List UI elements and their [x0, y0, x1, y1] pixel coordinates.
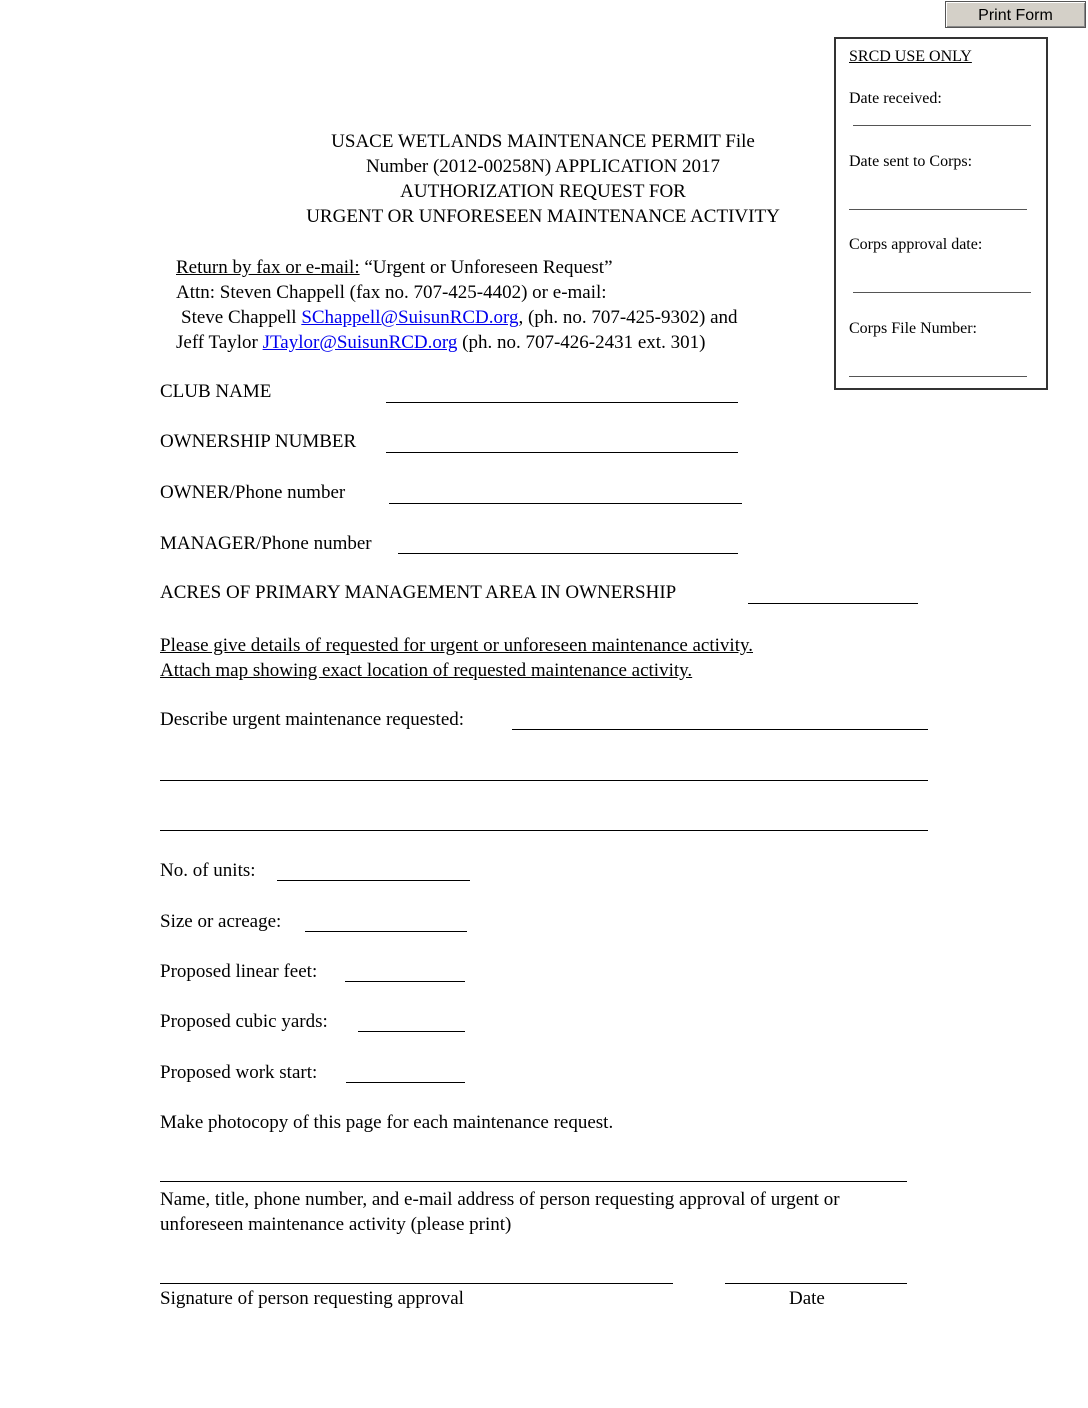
requester-note-line-2: unforeseen maintenance activity (please print) — [160, 1214, 512, 1235]
date-sent-label: Date sent to Corps: — [849, 153, 973, 170]
corps-file-label: Corps File Number: — [849, 320, 977, 337]
signature-input[interactable] — [160, 1261, 673, 1284]
ownership-number-label: OWNERSHIP NUMBER — [160, 431, 357, 452]
corps-file-line — [849, 376, 1027, 377]
units-label: No. of units: — [160, 860, 256, 881]
jeff-name: Jeff Taylor — [176, 332, 263, 353]
work-start-label: Proposed work start: — [160, 1062, 318, 1083]
cubic-yards-label: Proposed cubic yards: — [160, 1011, 328, 1032]
steve-phone: , (ph. no. 707-425-9302) and — [518, 307, 738, 328]
print-form-button[interactable]: Print Form — [945, 1, 1086, 28]
describe-input-3[interactable] — [160, 808, 928, 831]
jeff-phone: (ph. no. 707-426-2431 ext. 301) — [457, 332, 706, 353]
signature-label: Signature of person requesting approval — [160, 1288, 464, 1309]
return-subject: “Urgent or Unforeseen Request” — [359, 257, 613, 278]
date-label: Date — [789, 1288, 825, 1309]
manager-phone-input[interactable] — [398, 531, 738, 554]
corps-approval-line — [853, 292, 1031, 293]
cubic-yards-input[interactable] — [358, 1009, 465, 1032]
instructions-line-1: Please give details of requested for urgent or unforeseen maintenance activity. — [160, 635, 753, 656]
steve-name: Steve Chappell — [181, 307, 302, 328]
requester-note — [160, 1187, 840, 1237]
describe-input-2[interactable] — [160, 758, 928, 781]
instructions — [160, 633, 753, 683]
title-line-2: Number (2012-00258N) APPLICATION 2017 — [365, 156, 721, 177]
corps-approval-label: Corps approval date: — [849, 236, 983, 253]
date-input[interactable] — [725, 1261, 907, 1284]
linear-feet-input[interactable] — [345, 959, 465, 982]
requester-input[interactable] — [160, 1159, 907, 1182]
title-line-1: USACE WETLANDS MAINTENANCE PERMIT File — [331, 131, 755, 152]
club-name-input[interactable] — [386, 380, 738, 403]
attn-line: Attn: Steven Chappell (fax no. 707-425-4402) or e-mail: — [176, 282, 607, 303]
owner-phone-input[interactable] — [389, 481, 742, 504]
srcd-heading: SRCD USE ONLY — [849, 48, 972, 65]
return-label: Return by fax or e-mail: — [176, 257, 360, 278]
title-line-4: URGENT OR UNFORESEEN MAINTENANCE ACTIVITY — [306, 206, 780, 227]
date-received-label: Date received: — [849, 90, 942, 107]
requester-note-line-1: Name, title, phone number, and e-mail address of person requesting approval of urgent or — [160, 1189, 840, 1210]
club-name-label: CLUB NAME — [160, 381, 272, 402]
manager-phone-label: MANAGER/Phone number — [160, 533, 372, 554]
size-label: Size or acreage: — [160, 911, 282, 932]
photocopy-note: Make photocopy of this page for each maintenance request. — [160, 1112, 614, 1133]
date-sent-line — [849, 209, 1027, 210]
work-start-input[interactable] — [346, 1060, 465, 1083]
instructions-line-2: Attach map showing exact location of requested maintenance activity. — [160, 660, 693, 681]
acres-label: ACRES OF PRIMARY MANAGEMENT AREA IN OWNERSHIP — [160, 582, 677, 603]
size-input[interactable] — [305, 909, 467, 932]
date-received-line — [853, 125, 1031, 126]
title-line-3: AUTHORIZATION REQUEST FOR — [400, 181, 686, 202]
units-input[interactable] — [277, 858, 470, 881]
acres-input[interactable] — [748, 581, 918, 604]
form-title — [240, 129, 846, 229]
describe-input-1[interactable] — [512, 707, 928, 730]
owner-phone-label: OWNER/Phone number — [160, 482, 346, 503]
jeff-email-link[interactable]: JTaylor@SuisunRCD.org — [262, 332, 458, 353]
return-info — [176, 255, 738, 355]
srcd-use-only-box — [834, 37, 1048, 390]
steve-email-link[interactable]: SChappell@SuisunRCD.org — [301, 307, 519, 328]
ownership-number-input[interactable] — [386, 430, 738, 453]
linear-feet-label: Proposed linear feet: — [160, 961, 318, 982]
describe-label: Describe urgent maintenance requested: — [160, 709, 465, 730]
